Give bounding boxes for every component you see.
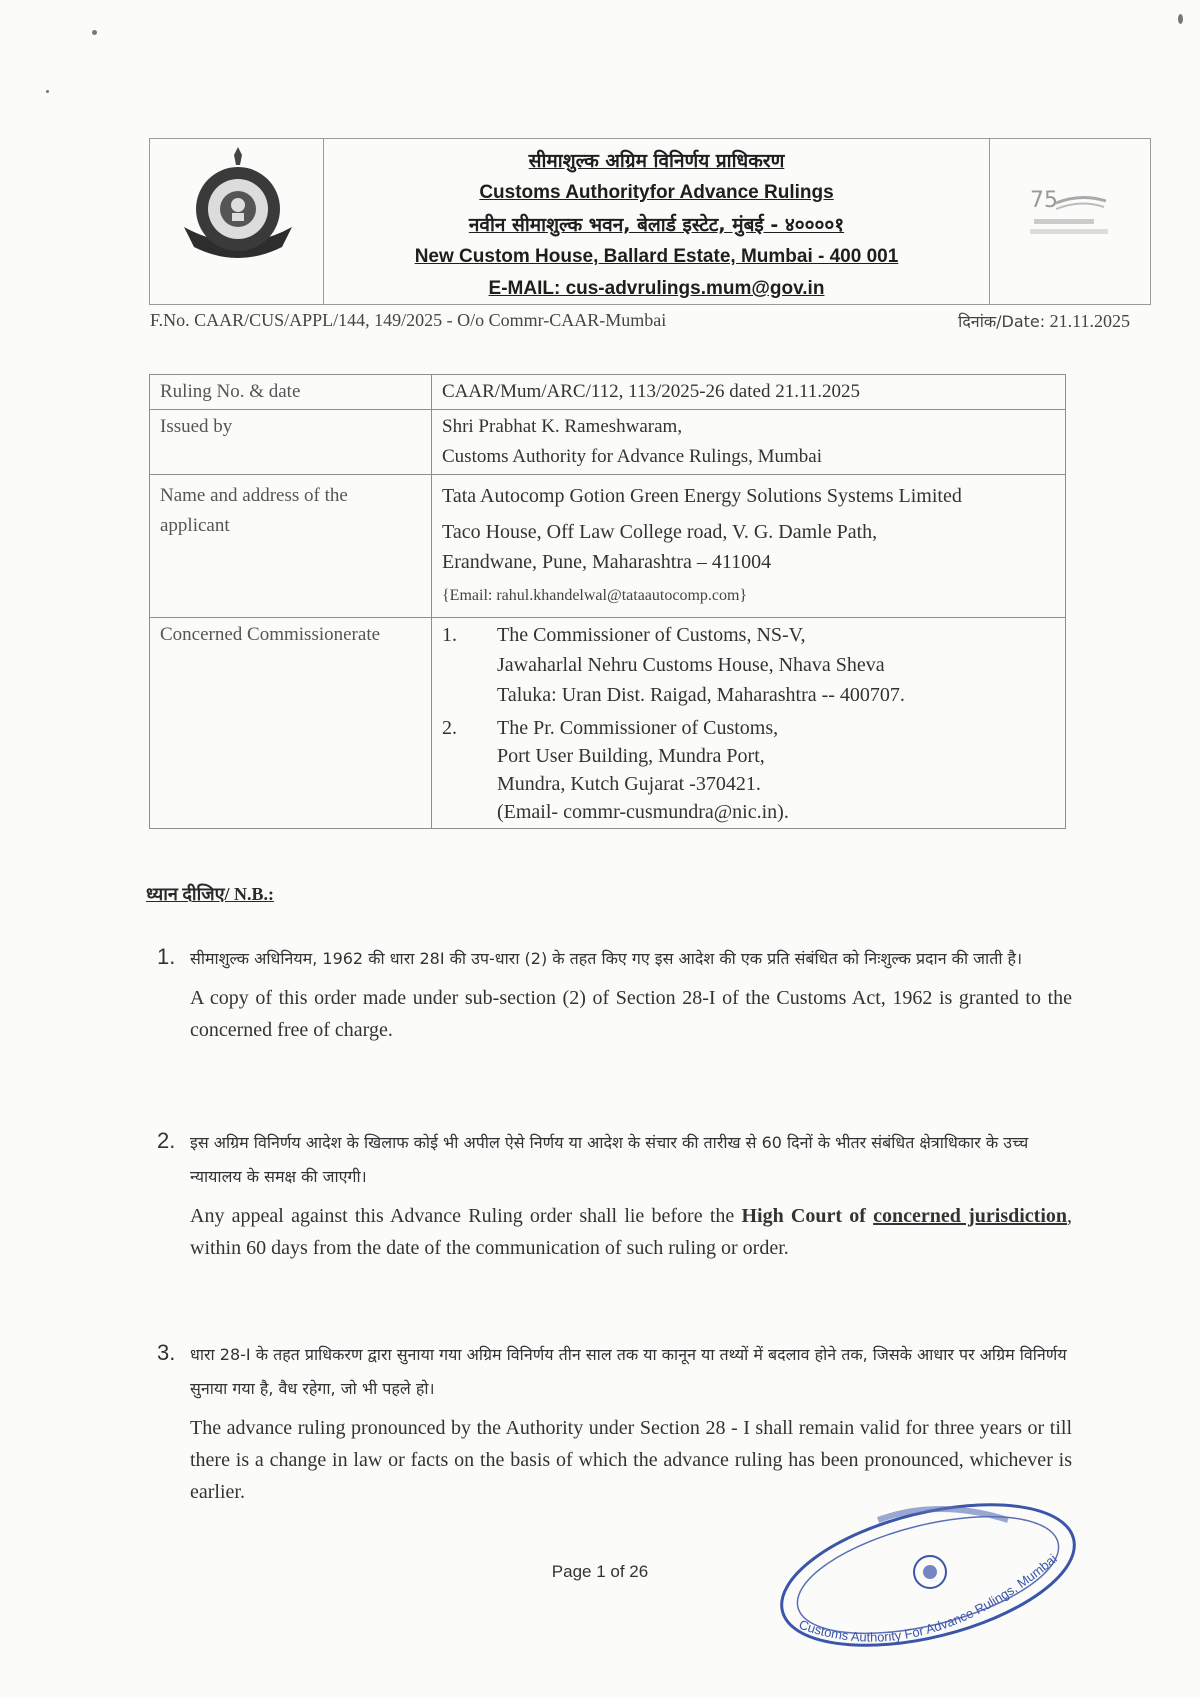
commissionerate-line: (Email- commr-cusmundra@nic.in).: [497, 801, 789, 823]
applicant-address-line-1: Taco House, Off Law College road, V. G. Damle Path,: [442, 521, 878, 543]
issuer-office: Customs Authority for Advance Rulings, Mumbai: [442, 446, 822, 467]
scan-speck: [1178, 14, 1183, 24]
table-row-ruling: [150, 375, 1066, 410]
note-english-bold-underline: concerned jurisdiction: [873, 1205, 1067, 1227]
note-2: [157, 1124, 1072, 1264]
commissionerate-label: Concerned Commissionerate: [150, 618, 432, 829]
applicant-label: Name and address of the applicant: [150, 475, 432, 618]
note-hindi-text: इस अग्रिम विनिर्णय आदेश के खिलाफ कोई भी अपील ऐसे निर्णय या आदेश के संचार की तारीख से 60 दिनों के भीतर संबंधित क्षेत्राधिकार के उच्च न्यायालय के समक्ष की जाएगी।: [190, 1133, 1029, 1186]
authority-email: E-MAIL: cus-advrulings.mum@gov.in: [488, 278, 825, 299]
page-number: Page 1 of 26: [551, 1562, 649, 1581]
commissionerate-line: The Commissioner of Customs, NS-V,: [497, 624, 806, 646]
order-date: [958, 310, 1130, 332]
applicant-address-line-2: Erandwane, Pune, Maharashtra – 411004: [442, 551, 772, 573]
commissionerate-item: [442, 620, 1055, 710]
letterhead-logo-cell: [150, 139, 324, 304]
note-hindi-text: सीमाशुल्क अधिनियम, 1962 की धारा 28I की उप-धारा (2) के तहत किए गए इस आदेश की एक प्रति संबंधित को निःशुल्क प्रदान की जाती है।: [190, 949, 1023, 968]
note-english: The advance ruling pronounced by the Authority under Section 28 - I shall remain valid for three years or till there is a change in law or facts on the basis of which the advance ruling has been pronounced, whichever is earlier.: [190, 1417, 1072, 1503]
note-number: 2.: [157, 1128, 176, 1153]
note-number: 3.: [157, 1340, 176, 1365]
authority-name-english: Customs Authorityfor Advance Rulings: [479, 182, 834, 203]
file-number: F.No. CAAR/CUS/APPL/144, 149/2025 - O/o Commr-CAAR-Mumbai: [150, 310, 667, 330]
note-english-part: Any appeal against this Advance Ruling order shall lie before the: [190, 1205, 742, 1227]
ruling-label: Ruling No. & date: [150, 375, 432, 410]
letterhead-azadi-cell: [989, 139, 1150, 304]
note-hindi: [157, 1124, 1072, 1194]
table-row-commissionerate: [150, 618, 1066, 829]
letterhead-text: [324, 139, 989, 304]
issued-label: Issued by: [150, 410, 432, 475]
file-number-line: [150, 310, 1150, 332]
authority-name-hindi: सीमाशुल्क अग्रिम विनिर्णय प्राधिकरण: [528, 150, 785, 172]
commissionerate-item: [442, 714, 1055, 826]
commissionerate-value: [432, 618, 1066, 829]
commissionerate-line: Jawaharlal Nehru Customs House, Nhava Sheva: [497, 654, 885, 676]
commissionerate-line: Port User Building, Mundra Port,: [497, 745, 765, 767]
note-english: [157, 1200, 1072, 1264]
note-1: [157, 940, 1072, 1046]
date-label: दिनांक/Date:: [958, 312, 1046, 331]
note-hindi: [157, 1336, 1072, 1406]
note-english-part: , within 60 days from the date of the communication of such ruling or order.: [190, 1205, 1072, 1259]
commissionerate-number: 2.: [442, 717, 457, 739]
address-hindi: नवीन सीमाशुल्क भवन, बेलार्ड इस्टेट, मुंबई - ४००००१: [468, 214, 845, 236]
note-english-bold: High Court of: [741, 1205, 866, 1227]
note-english: A copy of this order made under sub-section (2) of Section 28-I of the Customs Act, 1962 is granted to the concerned free of charge.: [190, 987, 1072, 1041]
note-hindi-text: धारा 28-I के तहत प्राधिकरण द्वारा सुनाया गया अग्रिम विनिर्णय तीन साल तक या कानून या तथ्यों में बदलाव होने तक, जिसके आधार पर अग्रिम विनिर्णय सुनाया गया है, वैध रहेगा, जो भी पहले हो।: [190, 1345, 1067, 1398]
letterhead: [149, 138, 1151, 305]
address-english: New Custom House, Ballard Estate, Mumbai - 400 001: [414, 246, 899, 267]
issuer-name: Shri Prabhat K. Rameshwaram,: [442, 416, 683, 437]
date-value: 21.11.2025: [1049, 311, 1130, 331]
nb-heading: ध्यान दीजिए/ N.B.:: [146, 884, 275, 904]
official-seal-stamp-icon: [758, 1500, 1088, 1650]
scan-speck: [92, 30, 97, 35]
scan-speck: [46, 90, 49, 93]
table-row-applicant: [150, 475, 1066, 618]
ruling-value: CAAR/Mum/ARC/112, 113/2025-26 dated 21.11.2025: [432, 375, 1066, 410]
note-hindi: [157, 940, 1072, 976]
cbic-emblem-icon: [174, 147, 302, 275]
note-number: 1.: [157, 944, 176, 969]
commissionerate-line: The Pr. Commissioner of Customs,: [497, 717, 779, 739]
commissionerate-number: 1.: [442, 624, 457, 646]
svg-text:75: 75: [1030, 188, 1058, 213]
applicant-value: [432, 475, 1066, 618]
commissionerate-line: Mundra, Kutch Gujarat -370421.: [497, 773, 761, 795]
azadi-ka-amrit-mahotsav-logo-icon: [1026, 185, 1116, 245]
applicant-email: {Email: rahul.khandelwal@tataautocomp.com}: [442, 587, 748, 604]
applicant-name: Tata Autocomp Gotion Green Energy Solutions Systems Limited: [442, 485, 962, 507]
issued-value: [432, 410, 1066, 475]
stamp-text: Customs Authority For Advance Rulings, Mumbai: [797, 1551, 1060, 1645]
commissionerate-line: Taluka: Uran Dist. Raigad, Maharashtra -- 400707.: [497, 684, 905, 706]
table-row-issued-by: [150, 410, 1066, 475]
note-3: [157, 1336, 1072, 1508]
ruling-details-table: [149, 374, 1066, 829]
